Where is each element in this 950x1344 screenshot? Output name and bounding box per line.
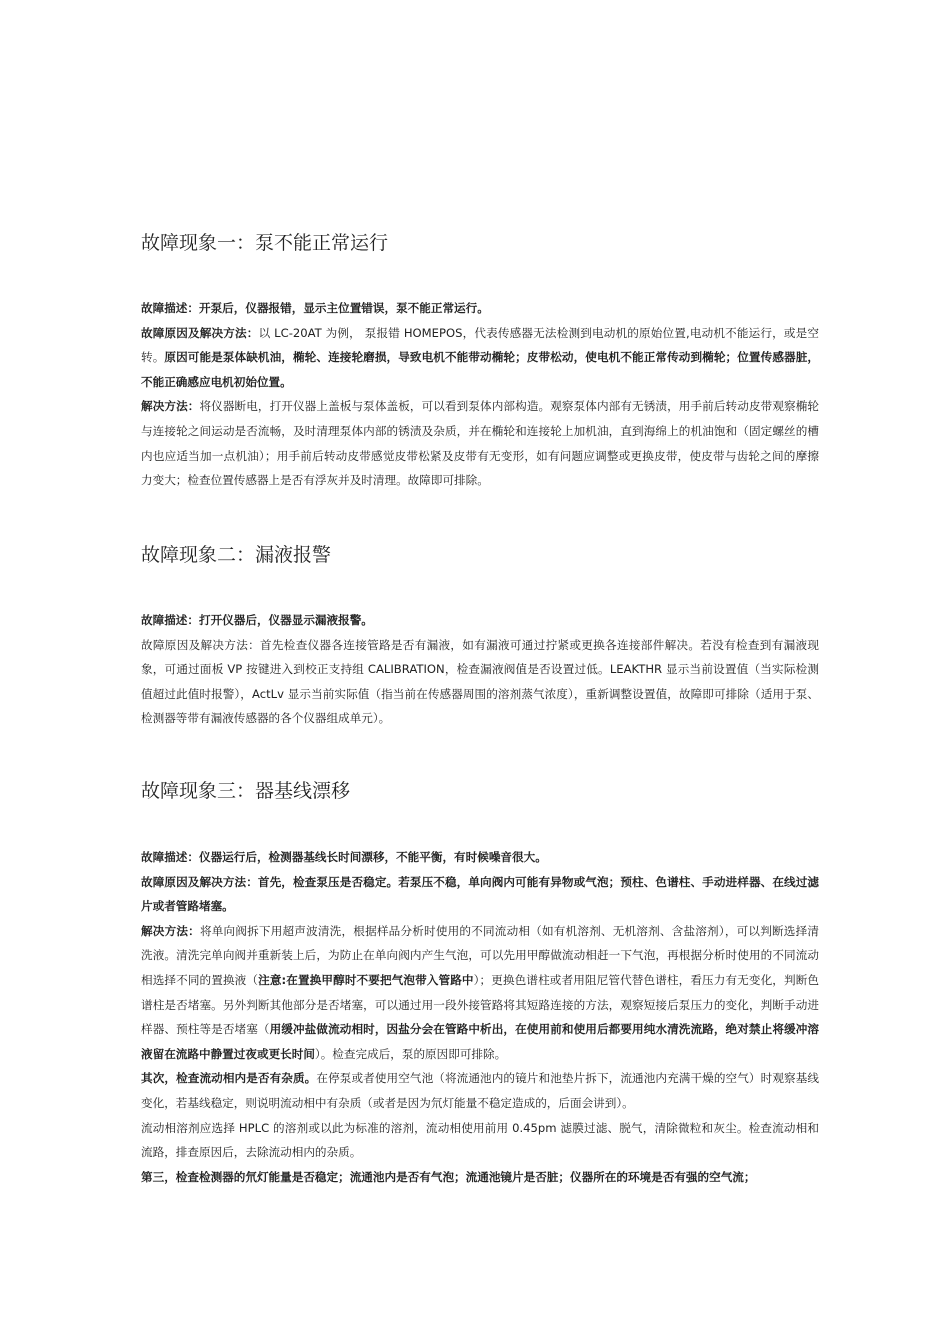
text-run: 以 LC-20AT 为例， 泵报错 HOMEPOS，代表传感器无法检测到电动机的原始位置,电动机不能运行，或是空转。 (141, 325, 819, 365)
paragraph (141, 845, 819, 870)
bold-text-run: 第三，检查检测器的氘灯能量是否稳定；流通池内是否有气泡；流通池镜片是否脏；仪器所在的环境是否有强的空气流； (141, 1169, 756, 1184)
bold-text-run: 其次，检查流动相内是否有杂质。 (141, 1071, 317, 1086)
bold-text-run: 故障原因及解决方法： (141, 325, 259, 340)
bold-text-run: 解决方法： (141, 399, 200, 414)
text-run: 故障原因及解决方法：首先检查仪器各连接管路是否有漏液，如有漏液可通过拧紧或更换各连接部件解决。若没有检查到有漏液现象，可通过面板 VP 按键进入到校正支持组 CALIBRATION，检查漏液阀值是否设置过低。LEAKTHR 显示当前设置值（当实际检测值超过此值时报警），ActLv 显示当前实际值（指当前在传感器周围的溶剂蒸气浓度），重新调整设置值，故障即可排除（适用于泵、检测器等带有漏液传感器的各个仪器组成单元）。 (141, 637, 819, 726)
paragraph (141, 321, 819, 395)
paragraph (141, 870, 819, 919)
section-title-2: 故障现象二：漏液报警 (141, 544, 332, 566)
paragraph (141, 394, 819, 492)
bold-text-run: 原因可能是泵体缺机油，椭轮、连接轮磨损，导致电机不能带动椭轮；皮带松动，使电机不能正常传动到椭轮；位置传感器脏，不能正确感应电机初始位置。 (141, 350, 819, 389)
section-body-2 (141, 608, 819, 731)
section-body-1 (141, 296, 819, 493)
paragraph (141, 919, 819, 1067)
text-run: 将单向阀拆下用超声波清洗，根据样品分析时使用的不同流动相（如有机溶剂、无机溶剂、含盐溶剂），可以判断选择清洗液。清洗完单向阀并重新装上后，为防止在单向阀内产生气泡，可以先用甲醇做流动相赶一下气泡，再根据分析时使用的不同流动相选择不同的置换液（ (141, 923, 819, 987)
paragraph (141, 1116, 819, 1165)
section-body-3 (141, 845, 819, 1189)
bold-text-run: 解决方法： (141, 923, 200, 938)
paragraph (141, 1066, 819, 1115)
section-title-1: 故障现象一：泵不能正常运行 (141, 232, 389, 254)
bold-text-run: 用缓冲盐做流动相时，因盐分会在管路中析出，在使用前和使用后都要用纯水清洗流路，绝对禁止将缓冲溶液留在流路中静置过夜或更长时间 (141, 1022, 819, 1061)
bold-text-run: 故障原因及解决方法：首先，检查泵压是否稳定。若泵压不稳，单向阀内可能有异物或气泡；预柱、色谱柱、手动进样器、在线过滤片或者管路堵塞。 (141, 874, 819, 914)
text-run: 流动相溶剂应选择 HPLC 的溶剂或以此为标准的溶剂，流动相使用前用 0.45pm 滤膜过滤、脱气，清除微粒和灰尘。检查流动相和流路，排查原因后，去除流动相内的杂质。 (141, 1120, 819, 1160)
paragraph (141, 608, 819, 633)
section-title-3: 故障现象三：器基线漂移 (141, 780, 351, 802)
text-run: 将仪器断电，打开仪器上盖板与泵体盖板，可以看到泵体内部构造。观察泵体内部有无锈渍，用手前后转动皮带观察椭轮与连接轮之间运动是否流畅，及时清理泵体内部的锈渍及杂质，并在椭轮和连接轮上加机油，直到海绵上的机油饱和（固定螺丝的槽内也应适当加一点机油）；用手前后转动皮带感觉皮带松紧及皮带有无变形，如有问题应调整或更换皮带，使皮带与齿轮之间的摩擦力变大；检查位置传感器上是否有浮灰并及时清理。故障即可排除。 (141, 399, 819, 488)
bold-text-run: 故障描述：仪器运行后，检测器基线长时间漂移，不能平衡，有时候噪音很大。 (141, 850, 547, 864)
bold-text-run: 故障描述：开泵后，仪器报错，显示主位置错误，泵不能正常运行。 (141, 301, 489, 315)
text-run: ）。检查完成后，泵的原因即可排除。 (314, 1046, 507, 1061)
text-run: 在停泵或者使用空气池（将流通池内的镜片和池垫片拆下，流通池内充满干燥的空气）时观察基线变化，若基线稳定，则说明流动相中有杂质（或者是因为氘灯能量不稳定造成的，后面会讲到）。 (141, 1071, 819, 1110)
paragraph (141, 1165, 819, 1190)
bold-text-run: 故障描述：打开仪器后，仪器显示漏液报警。 (141, 613, 373, 627)
bold-text-run: 注意:在置换甲醇时不要把气泡带入管路中 (258, 972, 474, 987)
paragraph (141, 633, 819, 731)
paragraph (141, 296, 819, 321)
text-run: ）；更换色谱柱或者用阻尼管代替色谱柱，看压力有无变化，判断色谱柱是否堵塞。另外判断其他部分是否堵塞，可以通过用一段外接管路将其短路连接的方法，观察短接后泵压力的变化，判断手动进样器、预柱等是否堵塞（ (141, 972, 820, 1037)
